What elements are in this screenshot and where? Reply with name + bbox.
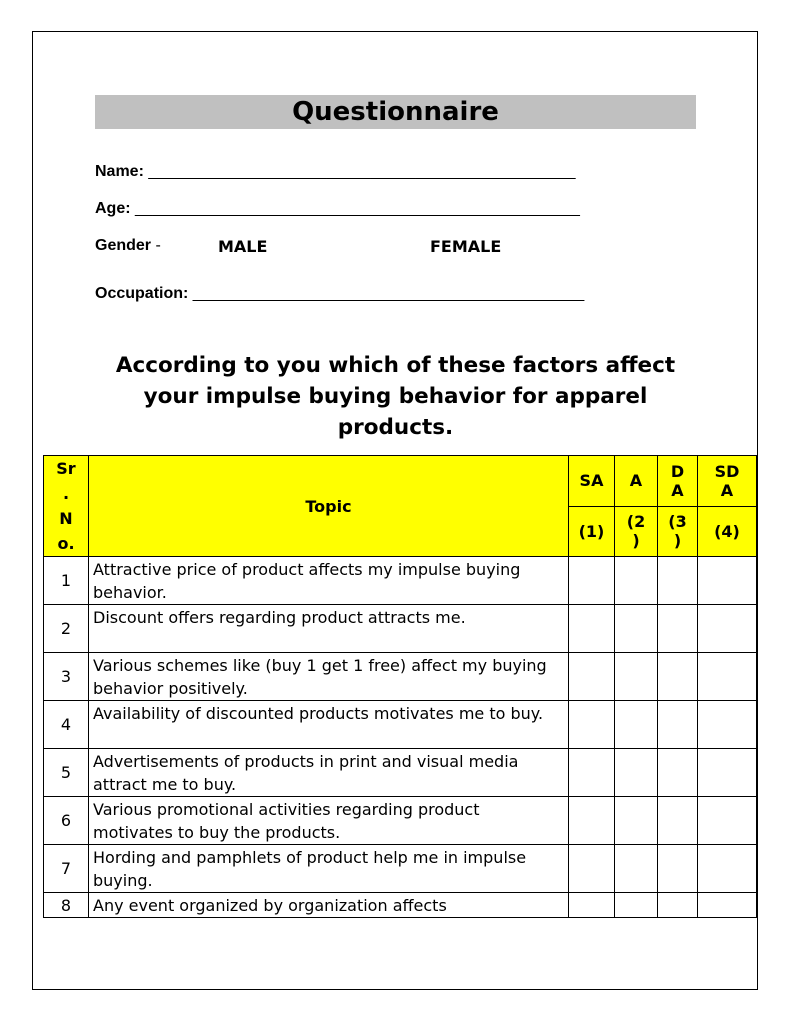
response-cell-a[interactable] xyxy=(615,749,658,797)
row-number: 7 xyxy=(44,845,89,893)
response-cell-sa[interactable] xyxy=(569,653,615,701)
response-cell-sda[interactable] xyxy=(698,557,757,605)
response-cell-a[interactable] xyxy=(615,797,658,845)
response-cell-sa[interactable] xyxy=(569,605,615,653)
response-cell-da[interactable] xyxy=(658,557,698,605)
row-topic: Various promotional activities regarding product motivates to buy the products. xyxy=(89,797,569,845)
gender-label: Gender xyxy=(95,237,152,254)
row-number: 2 xyxy=(44,605,89,653)
page-title: Questionnaire xyxy=(292,97,499,127)
scale-header-sda: SD A xyxy=(698,456,757,507)
row-number: 5 xyxy=(44,749,89,797)
table-row xyxy=(44,605,757,653)
response-cell-sda[interactable] xyxy=(698,749,757,797)
response-cell-sda[interactable] xyxy=(698,653,757,701)
response-cell-a[interactable] xyxy=(615,701,658,749)
gender-option-male[interactable]: MALE xyxy=(218,237,268,256)
response-cell-da[interactable] xyxy=(658,797,698,845)
response-cell-sa[interactable] xyxy=(569,749,615,797)
scale-header-da: D A xyxy=(658,456,698,507)
gender-option-female[interactable]: FEMALE xyxy=(430,237,502,256)
response-cell-da[interactable] xyxy=(658,845,698,893)
response-cell-sa[interactable] xyxy=(569,701,615,749)
row-number: 3 xyxy=(44,653,89,701)
row-topic: Attractive price of product affects my impulse buying behavior. xyxy=(89,557,569,605)
response-cell-sda[interactable] xyxy=(698,605,757,653)
table-row xyxy=(44,557,757,605)
response-cell-sda[interactable] xyxy=(698,797,757,845)
row-number: 4 xyxy=(44,701,89,749)
age-label: Age: xyxy=(95,200,131,217)
question-heading: According to you which of these factors affect your impulse buying behavior for apparel products. xyxy=(115,353,676,440)
scale-code-1: (1) xyxy=(569,506,615,557)
response-cell-sa[interactable] xyxy=(569,557,615,605)
table-row xyxy=(44,653,757,701)
response-cell-sda[interactable] xyxy=(698,845,757,893)
response-cell-da[interactable] xyxy=(658,749,698,797)
gender-dash: - xyxy=(155,237,161,254)
row-topic: Any event organized by organization affects xyxy=(89,893,569,918)
row-topic: Advertisements of products in print and visual media attract me to buy. xyxy=(89,749,569,797)
response-cell-a[interactable] xyxy=(615,605,658,653)
scale-header-sa: SA xyxy=(569,456,615,507)
table-row xyxy=(44,749,757,797)
table-row xyxy=(44,701,757,749)
occupation-blank-line[interactable]: ____________________________________________ xyxy=(192,285,585,302)
survey-table xyxy=(43,455,757,918)
response-cell-sa[interactable] xyxy=(569,797,615,845)
age-field xyxy=(95,200,580,218)
name-field xyxy=(95,163,575,181)
row-topic: Various schemes like (buy 1 get 1 free) affect my buying behavior positively. xyxy=(89,653,569,701)
response-cell-a[interactable] xyxy=(615,893,658,918)
table-row xyxy=(44,893,757,918)
response-cell-sda[interactable] xyxy=(698,893,757,918)
row-number: 1 xyxy=(44,557,89,605)
row-topic: Hording and pamphlets of product help me in impulse buying. xyxy=(89,845,569,893)
row-topic: Discount offers regarding product attracts me. xyxy=(89,605,569,653)
response-cell-sa[interactable] xyxy=(569,893,615,918)
row-number: 8 xyxy=(44,893,89,918)
response-cell-sa[interactable] xyxy=(569,845,615,893)
scale-code-2: (2 ) xyxy=(615,506,658,557)
response-cell-sda[interactable] xyxy=(698,701,757,749)
gender-field xyxy=(95,237,161,255)
table-row xyxy=(44,797,757,845)
topic-header: Topic xyxy=(89,456,569,557)
name-blank-line[interactable]: ________________________________________________ xyxy=(148,163,576,180)
scale-code-3: (3 ) xyxy=(658,506,698,557)
occupation-label: Occupation: xyxy=(95,285,189,302)
occupation-field xyxy=(95,285,584,303)
sr-no-header: Sr . N o. xyxy=(44,456,89,557)
scale-code-4: (4) xyxy=(698,506,757,557)
scale-header-a: A xyxy=(615,456,658,507)
row-number: 6 xyxy=(44,797,89,845)
response-cell-a[interactable] xyxy=(615,557,658,605)
name-label: Name: xyxy=(95,163,144,180)
response-cell-da[interactable] xyxy=(658,893,698,918)
response-cell-da[interactable] xyxy=(658,701,698,749)
row-topic: Availability of discounted products motivates me to buy. xyxy=(89,701,569,749)
title-banner xyxy=(95,95,696,129)
response-cell-a[interactable] xyxy=(615,653,658,701)
table-row xyxy=(44,845,757,893)
response-cell-a[interactable] xyxy=(615,845,658,893)
response-cell-da[interactable] xyxy=(658,605,698,653)
age-blank-line[interactable]: __________________________________________________ xyxy=(135,200,580,217)
response-cell-da[interactable] xyxy=(658,653,698,701)
